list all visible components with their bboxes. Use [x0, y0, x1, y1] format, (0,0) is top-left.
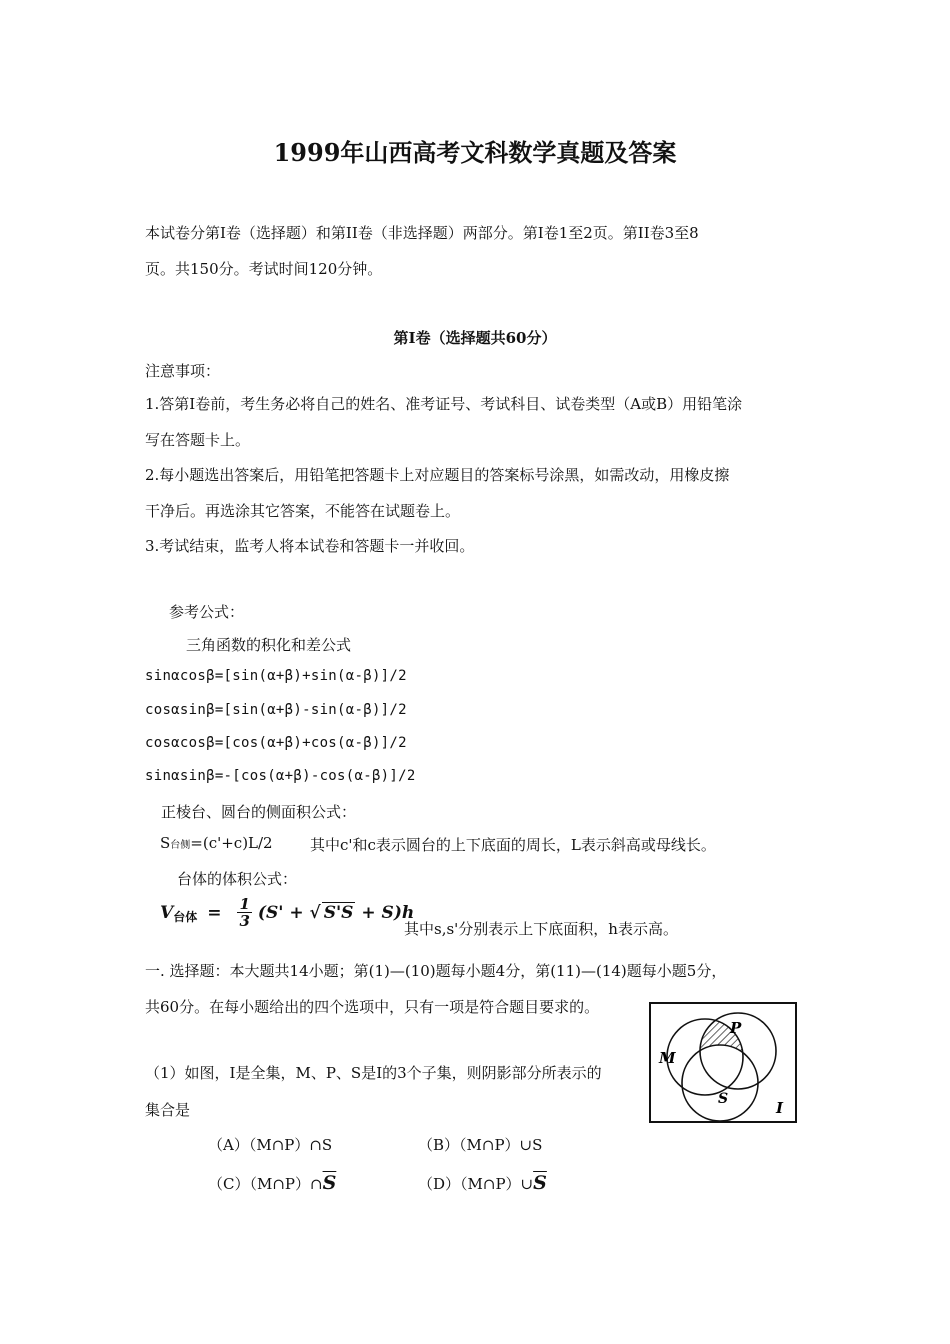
label-P: P: [730, 1019, 742, 1037]
sqrt-sign: √: [309, 902, 321, 923]
volume-heading: 台体的体积公式：: [177, 870, 298, 888]
label-S: S: [718, 1091, 729, 1107]
one-third-fraction: [237, 896, 251, 929]
note-2a: 2.每小题选出答案后，用铅笔把答题卡上对应题目的答案标号涂黑，如需改动，用橡皮擦: [145, 466, 730, 484]
s-complement: $\overline{S}$: [533, 1172, 547, 1194]
option-d: [418, 1172, 547, 1194]
option-b: （B）（M∩P）∪S: [418, 1136, 543, 1154]
trig-formula-3: cosαcosβ=[cos(α+β)+cos(α-β)]/2: [145, 735, 407, 751]
label-I: I: [776, 1099, 784, 1117]
trig-formula-4: sinαsinβ=-[cos(α+β)-cos(α-β)]/2: [145, 768, 416, 784]
lateral-note: 其中c'和c表示圆台的上下底面的周长，L表示斜高或母线长。: [310, 836, 716, 854]
lateral-heading: 正棱台、圆台的侧面积公式：: [161, 803, 357, 821]
option-c-text: （C）（M∩P）∩: [208, 1175, 323, 1193]
note-2b: 干净后。再选涂其它答案，不能答在试题卷上。: [145, 502, 461, 520]
intro-line-1: 本试卷分第Ⅰ卷（选择题）和第II卷（非选择题）两部分。第Ⅰ卷1至2页。第II卷3至8: [145, 224, 699, 242]
lateral-formula: [160, 834, 273, 852]
question-1-line-2: 集合是: [145, 1101, 191, 1119]
question-1-line-1: （1）如图，I是全集，M、P、S是I的3个子集，则阴影部分所表示的: [145, 1064, 602, 1082]
volume-close: + S)h: [355, 902, 415, 923]
note-1b: 写在答题卡上。: [145, 431, 251, 449]
reference-heading: 参考公式：: [169, 603, 245, 621]
lateral-rest: =(c'+c)L/2: [190, 834, 273, 852]
trig-heading: 三角函数的积化和差公式: [186, 636, 352, 654]
fraction-denominator: 3: [239, 912, 250, 930]
fraction-numerator: 1: [239, 895, 250, 913]
s-complement: $\overline{S}$: [322, 1172, 337, 1194]
volume-V: V: [160, 902, 174, 923]
lateral-S: S: [160, 834, 171, 852]
volume-equals: =: [207, 902, 222, 923]
option-a: （A）（M∩P）∩S: [208, 1136, 333, 1154]
option-c: [208, 1172, 336, 1194]
notes-heading: 注意事项：: [145, 362, 221, 380]
option-d-text: （D）（M∩P）∪: [418, 1175, 534, 1193]
volume-formula: [160, 896, 414, 929]
trig-formula-2: cosαsinβ=[sin(α+β)-sin(α-β)]/2: [145, 702, 407, 718]
volume-note: 其中s,s'分别表示上下底面积，h表示高。: [404, 920, 678, 938]
trig-formula-1: sinαcosβ=[sin(α+β)+sin(α-β)]/2: [145, 668, 407, 684]
label-M: M: [659, 1049, 676, 1067]
lateral-subscript: 台侧: [170, 840, 191, 851]
intro-line-2: 页。共150分。考试时间120分钟。: [145, 260, 383, 278]
section-title: 第Ⅰ卷（选择题共60分）: [393, 329, 557, 347]
choice-intro-2: 共60分。在每小题给出的四个选项中，只有一项是符合题目要求的。: [145, 998, 600, 1016]
page-title: 1999年山西高考文科数学真题及答案: [273, 138, 677, 167]
volume-subscript: 台体: [173, 910, 198, 924]
note-3: 3.考试结束，监考人将本试卷和答题卡一并收回。: [145, 537, 475, 555]
volume-open: (S' +: [257, 902, 310, 923]
note-1a: 1.答第Ⅰ卷前，考生务必将自己的姓名、准考证号、考试科目、试卷类型（A或B）用铅笔涂: [145, 395, 743, 413]
volume-sqrt: S'S: [323, 903, 354, 923]
venn-diagram: [648, 1001, 798, 1125]
choice-intro-1: 一. 选择题：本大题共14小题；第(1)—(10)题每小题4分，第(11)—(14)题每小题5分，: [145, 962, 727, 980]
